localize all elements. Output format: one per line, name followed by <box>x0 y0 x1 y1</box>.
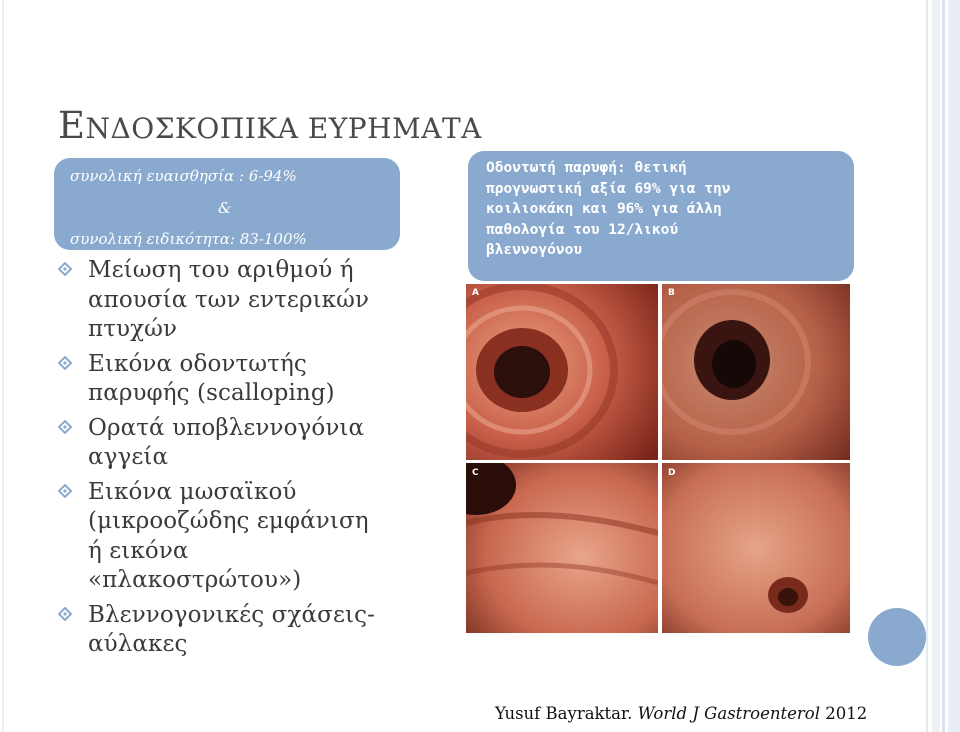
left-decor-line <box>2 0 4 732</box>
bullet-text: Μείωση του αριθμού ή απουσία των εντερικών πτυχών <box>88 257 370 342</box>
endoscopy-image-d <box>662 463 850 633</box>
hollow-diamond-bullet-icon <box>58 484 72 498</box>
list-item <box>58 601 428 660</box>
scalloping-callout: Οδοντωτή παρυφή: θετική προγνωστική αξία 69% για την κοιλιοκάκη και 96% για άλλη παθολογία του 12/λικού βλεννογόνου <box>468 151 854 281</box>
bullet-text: Εικόνα μωσαϊκού (μικροοζώδης εμφάνιση ή εικόνα «πλακοστρώτου») <box>88 478 369 593</box>
list-item <box>58 478 428 596</box>
hollow-diamond-bullet-icon <box>58 356 72 370</box>
bullet-text: Βλεννογονικές σχάσεις- αύλακες <box>88 601 375 657</box>
endoscopy-image-c <box>466 463 658 633</box>
citation-author: Yusuf Bayraktar. <box>495 704 633 723</box>
bullet-text: Εικόνα οδοντωτής παρυφής (scalloping) <box>88 350 335 406</box>
panel-label-b: B <box>668 288 675 298</box>
endoscopy-image-b <box>662 284 850 460</box>
panel-label-c: C <box>472 468 479 478</box>
panel-label-a: A <box>472 288 479 298</box>
sensitivity-text: συνολική ευαισθησία : 6-94% <box>70 167 297 185</box>
right-decor-stripe <box>932 0 940 732</box>
right-decor-stripe <box>926 0 928 732</box>
hollow-diamond-bullet-icon <box>58 262 72 276</box>
decorative-circle <box>868 608 926 666</box>
slide-title <box>58 104 482 147</box>
citation <box>495 704 867 723</box>
slide-title-rest: ΝΔΟΣΚΟΠΙΚΑ ΕΥΡΗΜΑΤΑ <box>85 112 482 145</box>
findings-list <box>58 256 428 665</box>
list-item <box>58 414 428 473</box>
panel-label-d: D <box>668 468 676 478</box>
citation-journal: World J Gastroenterol <box>637 704 821 723</box>
hollow-diamond-bullet-icon <box>58 607 72 621</box>
list-item <box>58 256 428 345</box>
ampersand-text: & <box>218 199 232 217</box>
slide-title-initial: Ε <box>58 104 86 147</box>
endoscopy-image-a <box>466 284 658 460</box>
right-decor-stripe <box>942 0 945 732</box>
bullet-text: Ορατά υποβλεννογόνια αγγεία <box>88 414 365 470</box>
citation-year: 2012 <box>825 704 868 723</box>
hollow-diamond-bullet-icon <box>58 420 72 434</box>
stats-box <box>54 158 400 250</box>
specificity-text: συνολική ειδικότητα: 83-100% <box>70 230 307 248</box>
right-decor-stripe <box>948 0 960 732</box>
list-item <box>58 350 428 409</box>
